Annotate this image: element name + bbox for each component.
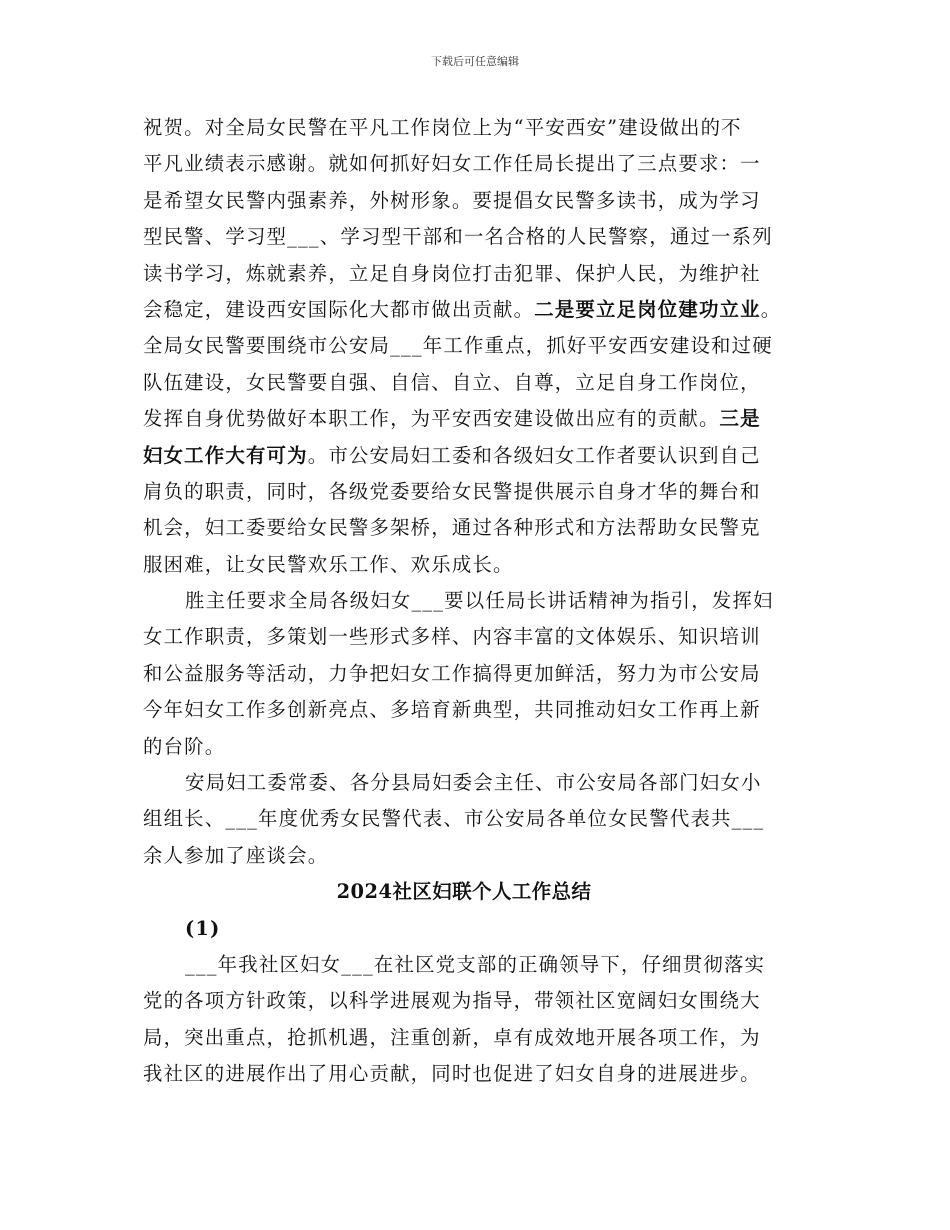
text-run: 。市公安局妇工委和各级妇女工作者要认识到自己 bbox=[307, 443, 761, 467]
text-line: 祝贺。对全局女民警在平凡工作岗位上为“平安西安”建设做出的不 bbox=[143, 116, 742, 139]
text-line: 胜主任要求全局各级妇女___要以任局长讲话精神为指引，发挥妇 bbox=[185, 589, 774, 613]
text-line bbox=[143, 292, 815, 328]
bold-phrase: 三是 bbox=[719, 407, 761, 431]
bold-phrase: 妇女工作大有可为 bbox=[143, 443, 308, 467]
text-line bbox=[143, 438, 815, 474]
document-body bbox=[143, 110, 815, 1093]
text-line: 和公益服务等活动，力争把妇女工作搞得更加鲜活，努力为市公安局 bbox=[143, 661, 761, 685]
section-number: (1) bbox=[185, 916, 221, 940]
text-line: 是希望女民警内强素养，外树形象。要提倡女民警多读书，成为学习 bbox=[143, 188, 761, 212]
text-line: 读书学习，炼就素养，立足自身岗位打击犯罪、保护人民，为维护社 bbox=[143, 261, 761, 285]
text-run: 。 bbox=[760, 297, 782, 321]
text-line: 肩负的职责，同时，各级党委要给女民警提供展示自身才华的舞台和 bbox=[143, 479, 761, 503]
text-line: 余人参加了座谈会。 bbox=[143, 843, 329, 867]
text-line: 型民警、学习型___、学习型干部和一名合格的人民警察，通过一系列 bbox=[143, 225, 773, 249]
text-line: 服困难，让女民警欢乐工作、欢乐成长。 bbox=[143, 552, 514, 576]
text-line: 队伍建设，女民警要自强、自信、自立、自尊，立足自身工作岗位， bbox=[143, 370, 761, 394]
text-line: 局，突出重点，抢抓机遇，注重创新，卓有成效地开展各项工作，为 bbox=[143, 1025, 761, 1049]
text-line: 组组长、___年度优秀女民警代表、市公安局各单位女民警代表共___ bbox=[143, 807, 765, 831]
text-line: 的台阶。 bbox=[143, 734, 226, 758]
page-header: 下载后可任意编辑 bbox=[431, 55, 519, 68]
text-line bbox=[143, 401, 815, 437]
text-line: 安局妇工委常委、各分县局妇委会主任、市公安局各部门妇女小 bbox=[185, 771, 762, 795]
text-line: 女工作职责，多策划一些形式多样、内容丰富的文体娱乐、知识培训 bbox=[143, 625, 761, 649]
bold-phrase: 二是要立足岗位建功立业 bbox=[534, 297, 761, 321]
text-line: 党的各项方针政策，以科学进展观为指导，带领社区宽阔妇女围绕大 bbox=[143, 989, 761, 1013]
text-line: 平凡业绩表示感谢。就如何抓好妇女工作任局长提出了三点要求：一 bbox=[143, 152, 761, 176]
text-line: 机会，妇工委要给女民警多架桥，通过各种形式和方法帮助女民警克 bbox=[143, 516, 761, 540]
text-line: ___年我社区妇女___在社区党支部的正确领导下，仔细贯彻落实 bbox=[185, 952, 766, 976]
text-line: 今年妇女工作多创新亮点、多培育新典型，共同推动妇女工作再上新 bbox=[143, 698, 761, 722]
text-line: 全局女民警要围绕市公安局___年工作重点，抓好平安西安建设和过硬 bbox=[143, 334, 773, 358]
text-run: 发挥自身优势做好本职工作，为平安西安建设做出应有的贡献。 bbox=[143, 407, 720, 431]
text-line: 我社区的进展作出了用心贡献，同时也促进了妇女自身的进展进步。 bbox=[143, 1062, 761, 1086]
text-run: 会稳定，建设西安国际化大都市做出贡献。 bbox=[143, 297, 535, 321]
section-title: 2024社区妇联个人工作总结 bbox=[336, 880, 592, 904]
